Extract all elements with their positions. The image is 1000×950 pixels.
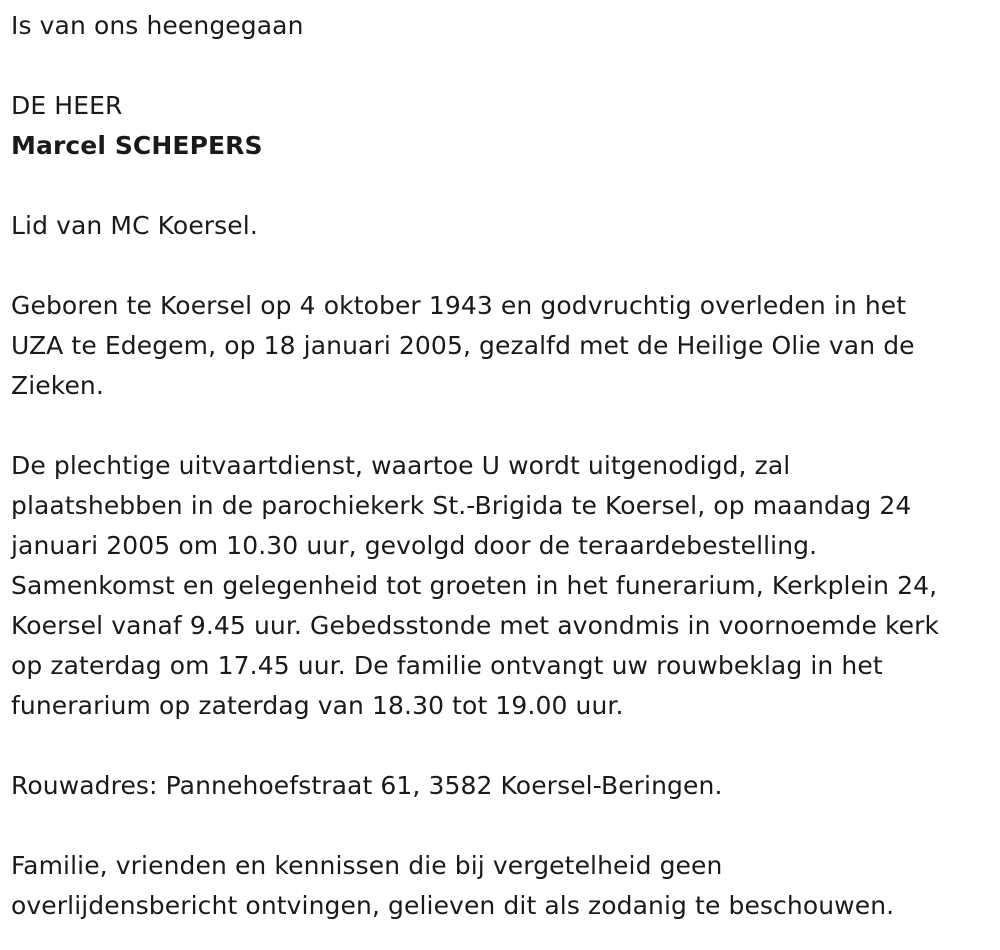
- spacer: [11, 246, 1000, 286]
- funeral-line: plaatshebben in de parochiekerk St.-Brigida te Koersel, op maandag 24: [11, 491, 912, 520]
- funeral-line: januari 2005 om 10.30 uur, gevolgd door de teraardebestelling.: [11, 531, 818, 560]
- birth-line: Geboren te Koersel op 4 oktober 1943 en godvruchtig overleden in het: [11, 291, 907, 320]
- spacer: [11, 406, 1000, 446]
- spacer: [11, 806, 1000, 846]
- funeral-line: De plechtige uitvaartdienst, waartoe U wordt uitgenodigd, zal: [11, 451, 791, 480]
- membership-text: Lid van MC Koersel.: [11, 211, 258, 240]
- funeral-paragraph: [11, 446, 1000, 726]
- closing-line: Familie, vrienden en kennissen die bij vergetelheid geen: [11, 851, 723, 880]
- spacer: [11, 166, 1000, 206]
- funeral-line: Samenkomst en gelegenheid tot groeten in het funerarium, Kerkplein 24,: [11, 571, 938, 600]
- funeral-line: op zaterdag om 17.45 uur. De familie ontvangt uw rouwbeklag in het: [11, 651, 883, 680]
- salutation: DE HEER: [11, 91, 123, 120]
- birth-line: Zieken.: [11, 371, 104, 400]
- birth-line: UZA te Edegem, op 18 januari 2005, gezalfd met de Heilige Olie van de: [11, 331, 915, 360]
- funeral-line: Koersel vanaf 9.45 uur. Gebedsstonde met avondmis in voornoemde kerk: [11, 611, 940, 640]
- closing-line: overlijdensbericht ontvingen, gelieven dit als zodanig te beschouwen.: [11, 891, 895, 920]
- deceased-name: Marcel SCHEPERS: [11, 131, 263, 160]
- closing-paragraph: [11, 846, 1000, 926]
- spacer: [11, 726, 1000, 766]
- mourning-address: Rouwadres: Pannehoefstraat 61, 3582 Koersel-Beringen.: [11, 771, 723, 800]
- intro-text: Is van ons heengegaan: [11, 11, 304, 40]
- birth-paragraph: [11, 286, 1000, 406]
- spacer: [11, 46, 1000, 86]
- funeral-line: funerarium op zaterdag van 18.30 tot 19.00 uur.: [11, 691, 624, 720]
